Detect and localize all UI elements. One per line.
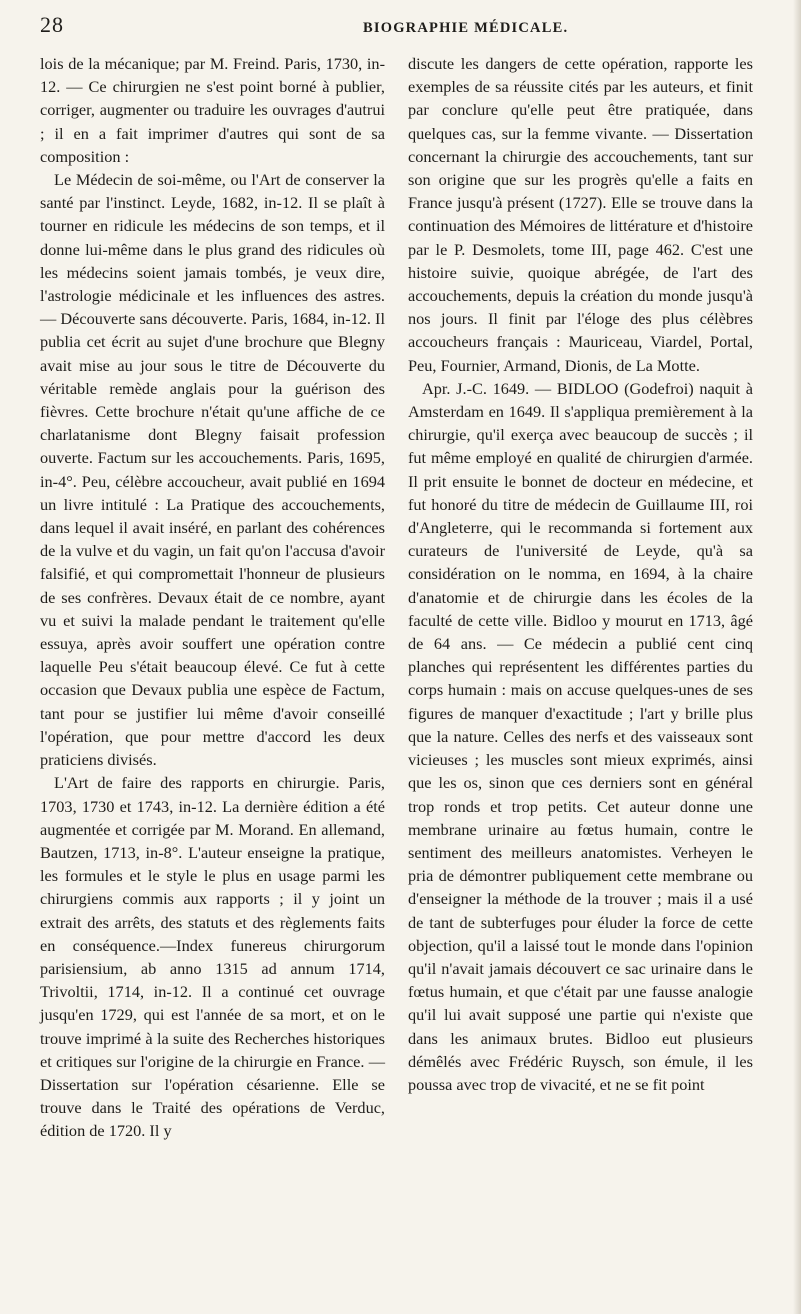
paragraph: lois de la mécanique; par M. Freind. Paris, 1730, in-12. — Ce chirurgien ne s'est point borné à publier, corriger, augmenter ou traduire les ouvrages d'autrui ; il en a fait imprimer d'autres qui sont de sa composition : bbox=[40, 54, 385, 166]
page-edge-shadow bbox=[793, 0, 801, 1314]
left-column bbox=[40, 52, 385, 1143]
page-header bbox=[40, 12, 771, 46]
paragraph: Le Médecin de soi-même, ou l'Art de conserver la santé par l'instinct. Leyde, 1682, in-12. Il se plaît à tourner en ridicule les médecins de son temps, et il donne lui-même dans le plus grand des ridicules où les médecins soient jamais tombés, je veux dire, l'astrologie médicinale et les influences des astres. — Découverte sans découverte. Paris, 1684, in-12. Il publia cet écrit au sujet d'une brochure que Blegny avait mise au jour sous le titre de Découverte du véritable remède anglais pour la guérison des fièvres. Cette brochure n'était qu'une affiche de ce charlatanisme dont Blegny faisait profession ouverte. Factum sur les accouchements. Paris, 1695, in-4°. Peu, célèbre accoucheur, avait publié en 1694 un livre intitulé : La Pratique des accouchements, dans lequel il avait inséré, en parlant des cohérences de la vulve et du vagin, un fait qu'on l'accusa d'avoir falsifié, et qui compromettait l'honneur de plusieurs de ses confrères. Devaux était de ce nombre, ayant vu et suivi la malade pendant le traitement qu'elle essuya, après avoir souffert une opération contre laquelle Peu s'était beaucoup élevé. Ce fut à cette occasion que Devaux publia une espèce de Factum, tant pour se justifier lui même d'avoir conseillé l'opération, que pour mettre d'accord les deux praticiens divisés. bbox=[40, 170, 385, 770]
paragraph: Apr. J.-C. 1649. — BIDLOO (Godefroi) naquit à Amsterdam en 1649. Il s'appliqua premièrement à la chirurgie, qu'il exerça avec beaucoup de succès ; il fut même employé en qualité de chirurgien d'armée. Il prit ensuite le bonnet de docteur en médecine, et fut honoré du titre de médecin de Guillaume III, roi d'Angleterre, qui le recommanda si fortement aux curateurs de l'université de Leyde, qu'à sa considération on le nomma, en 1694, à la chaire d'anatomie et de chirurgie dans les écoles de la faculté de cette ville. Bidloo y mourut en 1713, âgé de 64 ans. — Ce médecin a publié cent cinq planches qui représentent les différentes parties du corps humain : mais on accuse quelques-unes de ses figures de manquer d'exactitude ; l'art y brille plus que la nature. Celles des nerfs et des vaisseaux sont vicieuses ; les muscles sont mieux exprimés, ainsi que les os, sinon que ces derniers sont en général trop ronds et trop petits. Cet auteur donne une membrane urinaire au fœtus humain, contre le sentiment des meilleurs anatomistes. Verheyen le pria de démontrer publiquement cette membrane ou d'enseigner la méthode de la trouver ; mais il a usé de tant de subterfuges pour éluder la force de cette objection, qu'il a laissé tout le monde dans l'opinion qu'il n'avait jamais découvert ce sac urinaire dans le fœtus humain, et que c'était par une fausse analogie qu'il lui avait supposé une partie qui n'existe que dans les animaux brutes. Bidloo eut plusieurs démêlés avec Frédéric Ruysch, son émule, il les poussa avec trop de vivacité, et ne se fit point bbox=[408, 378, 753, 1094]
paragraph: L'Art de faire des rapports en chirurgie. Paris, 1703, 1730 et 1743, in-12. La dernière édition a été augmentée et corrigée par M. Morand. En allemand, Bautzen, 1713, in-8°. L'auteur enseigne la pratique, les formules et le style le plus en usage parmi les chirurgiens commis aux rapports ; il y joint un extrait des arrêts, des statuts et des règlements faits en conséquence.—Index funereus chirurgorum parisiensium, ab anno 1315 ad annum 1714, Trivoltii, 1714, in-12. Il a continué cet ouvrage jusqu'en 1729, qui est l'année de sa mort, et on le trouve imprimé à la suite des Recherches historiques et critiques sur l'origine de la chirurgie en France. — Dissertation sur l'opération césarienne. Elle se trouve dans le Traité des opérations de Verduc, édition de 1720. Il y bbox=[40, 773, 385, 1141]
right-column bbox=[408, 52, 753, 1096]
running-head: BIOGRAPHIE MÉDICALE. bbox=[363, 20, 569, 36]
paragraph: discute les dangers de cette opération, rapporte les exemples de sa réussite cités par les auteurs, et finit par conclure qu'elle peut être pratiquée, dans quelques cas, sur la femme vivante. — Dissertation concernant la chirurgie des accouchements, tant sur son origine que sur les progrès qu'elle a faits en France jusqu'à présent (1727). Elle se trouve dans la continuation des Mémoires de littérature et d'histoire par le P. Desmolets, tome III, page 462. C'est une histoire suivie, quoique abrégée, de l'art des accouchements, depuis la création du monde jusqu'à nos jours. Il finit par l'éloge des plus célèbres accoucheurs français : Mauriceau, Viardel, Portal, Peu, Fournier, Armand, Dionis, de La Motte. bbox=[408, 54, 753, 375]
page-number: 28 bbox=[40, 12, 64, 37]
